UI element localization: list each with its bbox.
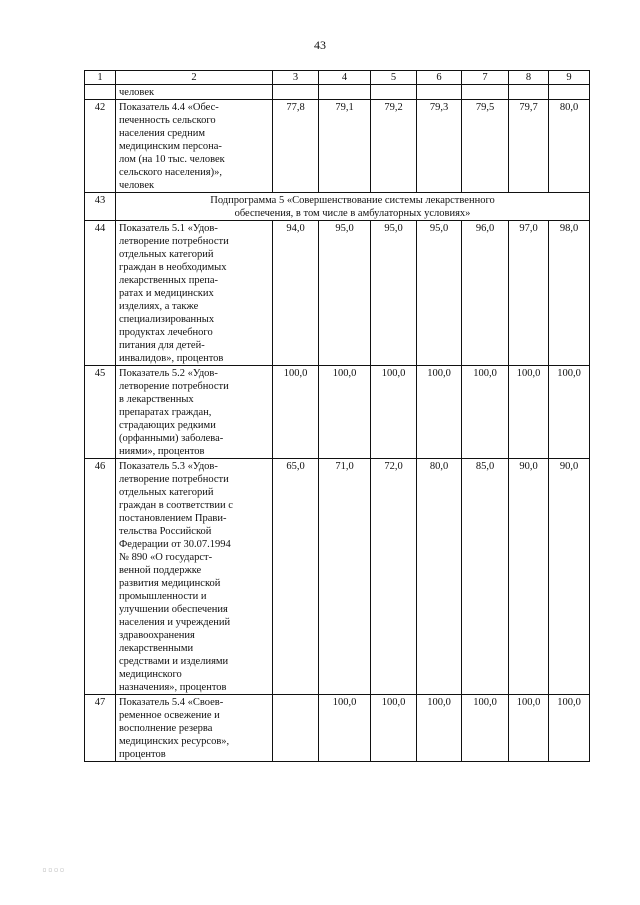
table-row [85, 366, 590, 459]
value-cell: 100,0 [319, 366, 371, 459]
indicator-name-cell: Показатель 5.1 «Удов- летворение потребности отдельных категорий граждан в необходимых лекарственных препа- ратах и медицинских изделиях, а также специализированных продуктах лечебного питания для детей- инвалидов», процентов [116, 221, 273, 366]
value-cell: 100,0 [509, 366, 549, 459]
header-cell: 2 [116, 71, 273, 85]
value-cell: 90,0 [509, 459, 549, 695]
indicator-name-cell: человек [116, 85, 273, 100]
value-cell: 98,0 [549, 221, 590, 366]
header-cell: 1 [85, 71, 116, 85]
value-cell: 65,0 [273, 459, 319, 695]
value-cell: 79,1 [319, 100, 371, 193]
indicator-name-cell: Показатель 5.3 «Удов- летворение потребности отдельных категорий граждан в соответствии с постановлением Прави- тельства Российской Федерации от 30.07.1994 № 890 «О государст- венной поддержке развития медицинской промышленности и улучшении обеспечения населения и учреждений здравоохранения лекарственными средствами и изделиями медицинского назначения», процентов [116, 459, 273, 695]
header-cell: 9 [549, 71, 590, 85]
value-cell: 100,0 [462, 695, 509, 762]
value-cell: 100,0 [549, 366, 590, 459]
value-cell: 79,2 [371, 100, 417, 193]
indicator-name-cell: Показатель 4.4 «Обес- печенность сельского населения средним медицинским персона- лом (на 10 тыс. человек сельского населения)», человек [116, 100, 273, 193]
value-cell: 100,0 [417, 695, 462, 762]
value-cell: 80,0 [417, 459, 462, 695]
value-cell [319, 85, 371, 100]
value-cell: 80,0 [549, 100, 590, 193]
value-cell: 100,0 [417, 366, 462, 459]
scan-mark: ▫▫▫▫ [42, 865, 66, 874]
row-number-cell [85, 85, 116, 100]
value-cell [509, 85, 549, 100]
header-cell: 6 [417, 71, 462, 85]
value-cell [273, 85, 319, 100]
value-cell: 96,0 [462, 221, 509, 366]
value-cell: 95,0 [371, 221, 417, 366]
indicator-name-cell: Показатель 5.2 «Удов- летворение потребности в лекарственных препаратах граждан, страдающих редкими (орфанными) заболева- ниями», процентов [116, 366, 273, 459]
value-cell: 79,3 [417, 100, 462, 193]
value-cell: 71,0 [319, 459, 371, 695]
table-row [85, 221, 590, 366]
value-cell: 100,0 [371, 695, 417, 762]
value-cell: 79,5 [462, 100, 509, 193]
table-row [85, 459, 590, 695]
value-cell: 100,0 [462, 366, 509, 459]
value-cell: 100,0 [509, 695, 549, 762]
value-cell: 90,0 [549, 459, 590, 695]
header-cell: 3 [273, 71, 319, 85]
value-cell [273, 695, 319, 762]
value-cell: 95,0 [319, 221, 371, 366]
page-number: 43 [314, 38, 326, 52]
value-cell [549, 85, 590, 100]
value-cell: 95,0 [417, 221, 462, 366]
value-cell [462, 85, 509, 100]
value-cell: 94,0 [273, 221, 319, 366]
row-number-cell: 45 [85, 366, 116, 459]
row-number-cell: 42 [85, 100, 116, 193]
row-number-cell: 43 [85, 193, 116, 221]
value-cell: 85,0 [462, 459, 509, 695]
value-cell: 100,0 [273, 366, 319, 459]
indicator-name-cell: Показатель 5.4 «Своев- ременное освежение и восполнение резерва медицинских ресурсов», процентов [116, 695, 273, 762]
header-cell: 7 [462, 71, 509, 85]
value-cell: 72,0 [371, 459, 417, 695]
table-row [85, 695, 590, 762]
header-cell: 4 [319, 71, 371, 85]
header-row [85, 71, 590, 85]
subprogram-title: Подпрограмма 5 «Совершенствование системы лекарственного обеспечения, в том числе в амбулаторных условиях» [116, 193, 590, 221]
header-cell: 8 [509, 71, 549, 85]
value-cell: 100,0 [549, 695, 590, 762]
row-number-cell: 46 [85, 459, 116, 695]
value-cell: 77,8 [273, 100, 319, 193]
value-cell [417, 85, 462, 100]
header-cell: 5 [371, 71, 417, 85]
value-cell: 100,0 [319, 695, 371, 762]
table-row [85, 100, 590, 193]
value-cell: 100,0 [371, 366, 417, 459]
subprogram-row [85, 193, 590, 221]
value-cell: 97,0 [509, 221, 549, 366]
value-cell [371, 85, 417, 100]
indicators-table [84, 70, 590, 762]
row-number-cell: 44 [85, 221, 116, 366]
row-number-cell: 47 [85, 695, 116, 762]
table-row-continuation [85, 85, 590, 100]
value-cell: 79,7 [509, 100, 549, 193]
